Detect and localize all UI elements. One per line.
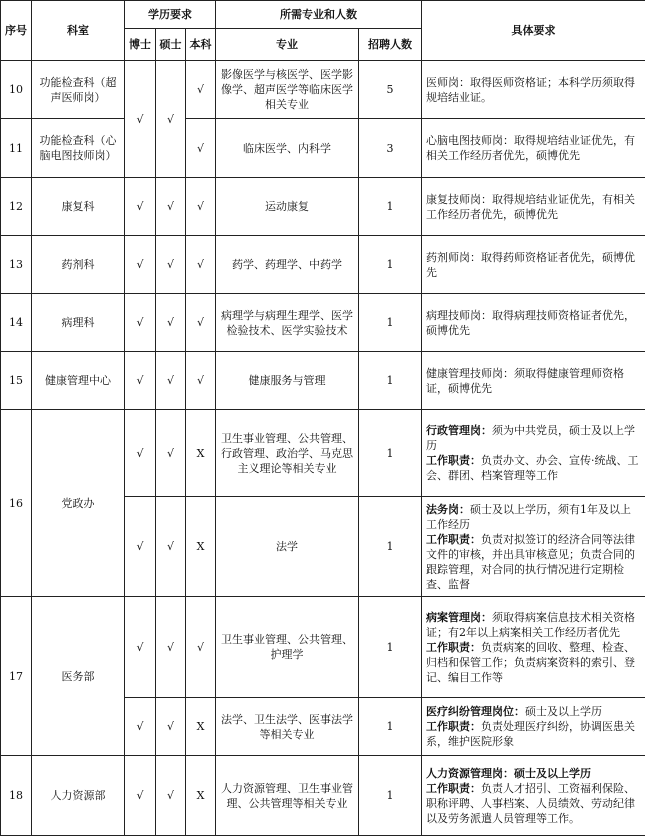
dept-cell: 药剂科 — [32, 236, 125, 294]
seq-cell: 15 — [1, 352, 32, 410]
requirement-cell: 医师岗：取得医师资格证；本科学历须取得规培结业证。 — [422, 61, 645, 119]
dept-cell: 健康管理中心 — [32, 352, 125, 410]
count-cell: 1 — [359, 698, 422, 756]
position-text: 须为中共党员，硕士及以上学历 — [426, 424, 635, 452]
requirement-cell: 药剂师岗：取得药师资格证者优先，硕博优先 — [422, 236, 645, 294]
major-cell: 卫生事业管理、公共管理、护理学 — [216, 597, 359, 698]
count-cell: 1 — [359, 236, 422, 294]
dept-cell: 人力资源部 — [32, 756, 125, 836]
header-major: 专业 — [216, 29, 359, 61]
bachelor-cell: X — [186, 698, 216, 756]
dept-cell: 功能检查科（心脑电图技师岗） — [32, 119, 125, 178]
table-row — [1, 352, 645, 410]
table-row — [1, 119, 645, 178]
duty-text: 负责人才招引、工资福利保险、职称评聘、人事档案、人员绩效、劳动纪律以及劳务派遣人员管理等工作。 — [426, 782, 635, 825]
requirement-cell — [422, 597, 645, 698]
major-cell: 法学、卫生法学、医事法学等相关专业 — [216, 698, 359, 756]
duty-label: 工作职责： — [426, 454, 481, 467]
duty-text: 负责处理医疗纠纷，协调医患关系，维护医院形象 — [426, 720, 635, 748]
position-label: 行政管理岗： — [426, 424, 492, 437]
requirement-cell — [422, 497, 645, 597]
major-cell: 药学、药理学、中药学 — [216, 236, 359, 294]
phd-cell: √ — [125, 410, 156, 497]
position-label: 病案管理岗： — [426, 611, 492, 624]
master-cell: √ — [156, 698, 186, 756]
dept-cell: 党政办 — [32, 410, 125, 597]
bachelor-cell: √ — [186, 178, 216, 236]
requirement-cell: 健康管理技师岗：须取得健康管理师资格证，硕博优先 — [422, 352, 645, 410]
major-cell: 人力资源管理、卫生事业管理、公共管理等相关专业 — [216, 756, 359, 836]
bachelor-cell: X — [186, 497, 216, 597]
table-row — [1, 61, 645, 119]
count-cell: 1 — [359, 756, 422, 836]
seq-cell: 18 — [1, 756, 32, 836]
requirement-cell — [422, 698, 645, 756]
header-education: 学历要求 — [125, 1, 216, 29]
header-dept: 科室 — [32, 1, 125, 61]
duty-text: 负责对拟签订的经济合同等法律文件的审核，并出具审核意见；负责合同的跟踪管理，对合同的执行情况进行定期检查、监督 — [426, 533, 635, 591]
duty-label: 工作职责： — [426, 782, 481, 795]
phd-cell: √ — [125, 178, 156, 236]
requirement-line — [426, 719, 641, 749]
major-cell: 病理学与病理生理学、医学检验技术、医学实验技术 — [216, 294, 359, 352]
seq-cell: 13 — [1, 236, 32, 294]
count-cell: 3 — [359, 119, 422, 178]
duty-text: 负责办文、办会、宣传·统战、工会、群团、档案管理等工作 — [426, 454, 639, 482]
dept-cell: 康复科 — [32, 178, 125, 236]
count-cell: 1 — [359, 294, 422, 352]
requirement-cell — [422, 410, 645, 497]
dept-cell: 病理科 — [32, 294, 125, 352]
master-cell: √ — [156, 597, 186, 698]
header-count: 招聘人数 — [359, 29, 422, 61]
position-label: 法务岗： — [426, 503, 470, 516]
header-requirement: 具体要求 — [422, 1, 645, 61]
position-label: 医疗纠纷管理岗位： — [426, 705, 525, 718]
table-row — [1, 236, 645, 294]
table-row — [1, 756, 645, 836]
count-cell: 1 — [359, 352, 422, 410]
seq-cell: 11 — [1, 119, 32, 178]
phd-cell: √ — [125, 497, 156, 597]
phd-cell: √ — [125, 236, 156, 294]
major-cell: 卫生事业管理、公共管理、行政管理、政治学、马克思主义理论等相关专业 — [216, 410, 359, 497]
master-cell: √ — [156, 294, 186, 352]
requirement-cell: 康复技师岗：取得规培结业证优先，有相关工作经历者优先，硕博优先 — [422, 178, 645, 236]
requirement-cell: 心脑电图技师岗：取得规培结业证优先，有相关工作经历者优先，硕博优先 — [422, 119, 645, 178]
bachelor-cell: √ — [186, 236, 216, 294]
bachelor-cell: √ — [186, 119, 216, 178]
header-major-count: 所需专业和人数 — [216, 1, 422, 29]
phd-cell: √ — [125, 352, 156, 410]
header-seq: 序号 — [1, 1, 32, 61]
count-cell: 1 — [359, 410, 422, 497]
requirement-cell: 病理技师岗：取得病理技师资格证者优先，硕博优先 — [422, 294, 645, 352]
position-text: 硕士及以上学历，须有1年及以上工作经历 — [426, 503, 631, 531]
position-label: 人力资源管理岗：硕士及以上学历 — [426, 767, 591, 780]
major-cell: 影像医学与核医学、医学影像学、超声医学等临床医学相关专业 — [216, 61, 359, 119]
requirement-cell — [422, 756, 645, 836]
count-cell: 1 — [359, 178, 422, 236]
bachelor-cell: √ — [186, 352, 216, 410]
master-cell: √ — [156, 410, 186, 497]
requirement-line — [426, 704, 641, 719]
table-row — [1, 294, 645, 352]
requirement-line — [426, 453, 641, 483]
count-cell: 1 — [359, 597, 422, 698]
requirement-line — [426, 781, 641, 826]
major-cell: 健康服务与管理 — [216, 352, 359, 410]
duty-label: 工作职责： — [426, 533, 481, 546]
requirement-line — [426, 766, 641, 781]
master-cell: √ — [156, 61, 186, 178]
requirement-line — [426, 423, 641, 453]
duty-label: 工作职责： — [426, 720, 481, 733]
master-cell: √ — [156, 352, 186, 410]
phd-cell: √ — [125, 294, 156, 352]
major-cell: 运动康复 — [216, 178, 359, 236]
table-row — [1, 178, 645, 236]
bachelor-cell: X — [186, 410, 216, 497]
position-text: 硕士及以上学历 — [525, 705, 602, 718]
seq-cell: 17 — [1, 597, 32, 756]
duty-label: 工作职责： — [426, 641, 481, 654]
bachelor-cell: √ — [186, 61, 216, 119]
requirement-line — [426, 640, 641, 685]
count-cell: 1 — [359, 497, 422, 597]
duty-text: 负责病案的回收、整理、检查、归档和保管工作；负责病案资料的索引、登记、编目工作等 — [426, 641, 635, 684]
dept-cell: 医务部 — [32, 597, 125, 756]
master-cell: √ — [156, 497, 186, 597]
requirement-line — [426, 502, 641, 532]
seq-cell: 12 — [1, 178, 32, 236]
phd-cell: √ — [125, 61, 156, 178]
bachelor-cell: X — [186, 756, 216, 836]
seq-cell: 10 — [1, 61, 32, 119]
requirement-line — [426, 532, 641, 592]
count-cell: 5 — [359, 61, 422, 119]
bachelor-cell: √ — [186, 294, 216, 352]
position-text: 须取得病案信息技术相关资格证；有2年以上病案相关工作经历者优先 — [426, 611, 635, 639]
seq-cell: 14 — [1, 294, 32, 352]
master-cell: √ — [156, 236, 186, 294]
table-row — [1, 597, 645, 698]
master-cell: √ — [156, 178, 186, 236]
requirement-line — [426, 610, 641, 640]
header-master: 硕士 — [156, 29, 186, 61]
header-row-1 — [1, 1, 645, 29]
bachelor-cell: √ — [186, 597, 216, 698]
dept-cell: 功能检查科（超声医师岗） — [32, 61, 125, 119]
phd-cell: √ — [125, 698, 156, 756]
header-bachelor: 本科 — [186, 29, 216, 61]
phd-cell: √ — [125, 597, 156, 698]
major-cell: 临床医学、内科学 — [216, 119, 359, 178]
master-cell: √ — [156, 756, 186, 836]
table-row — [1, 410, 645, 497]
phd-cell: √ — [125, 756, 156, 836]
major-cell: 法学 — [216, 497, 359, 597]
header-phd: 博士 — [125, 29, 156, 61]
seq-cell: 16 — [1, 410, 32, 597]
